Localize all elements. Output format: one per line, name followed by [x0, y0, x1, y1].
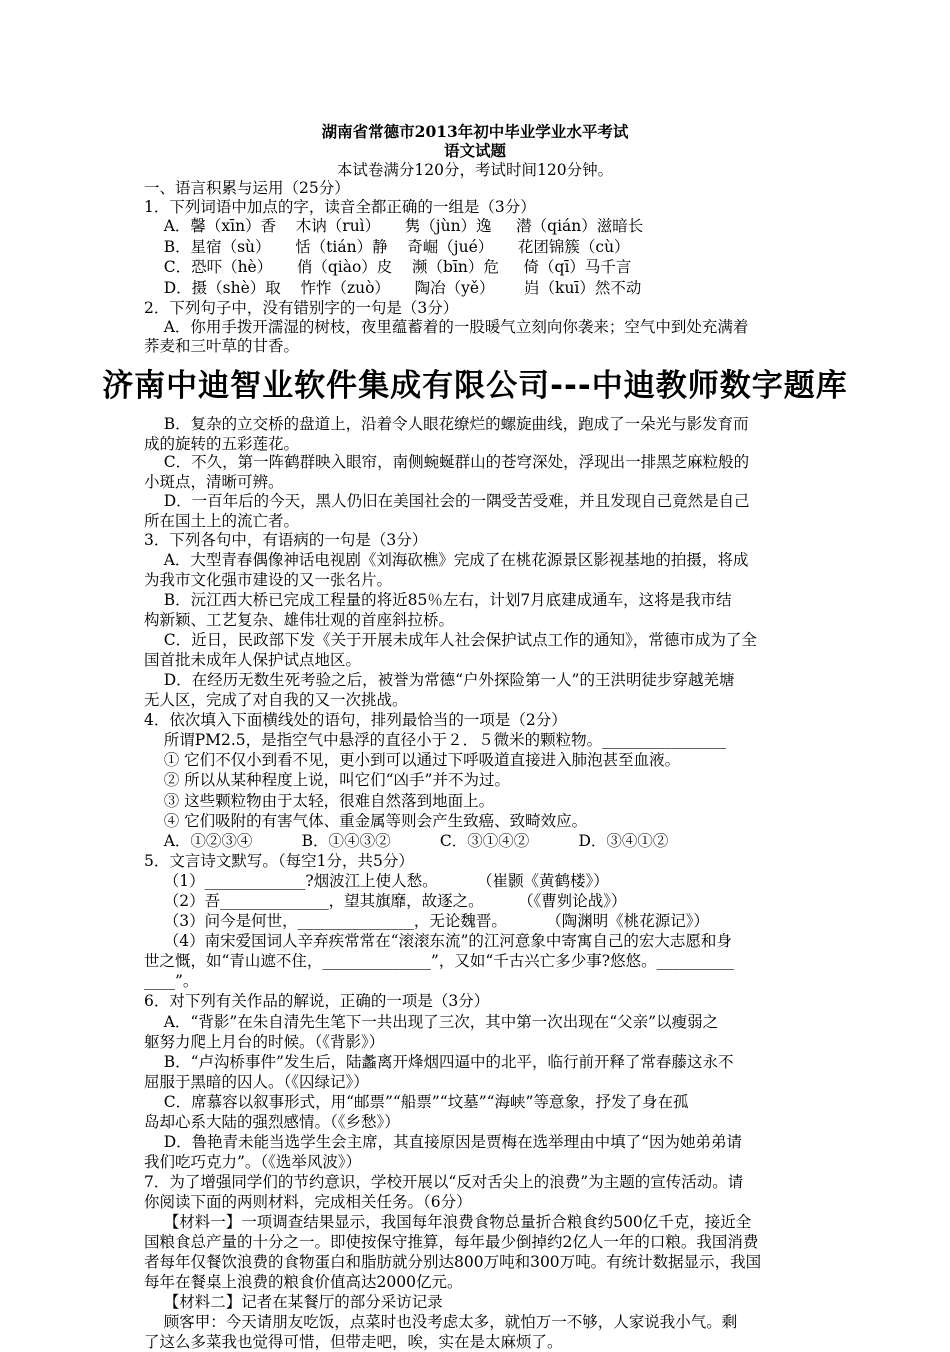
- text-line: 5．文言诗文默写。（每空1分，共5分）: [144, 852, 414, 870]
- text-line: C．不久，第一阵鹤群映入眼帘，南侧蜿蜒群山的苍穹深处，浮现出一排黑芝麻粒般的: [144, 453, 750, 471]
- text-line: 2．下列句子中，没有错别字的一句是（3分）: [144, 299, 459, 317]
- text-line: （1）_____________?烟波江上使人愁。 （崔颢《黄鹤楼》）: [144, 872, 609, 890]
- company-banner: 济南中迪智业软件集成有限公司---中迪教师数字题库: [102, 368, 848, 404]
- text-line: 4．依次填入下面横线处的语句，排列最恰当的一项是（2分）: [144, 711, 567, 729]
- text-line: 构新颖、工艺复杂、雄伟壮观的首座斜拉桥。: [144, 611, 455, 629]
- text-line: ____”。: [144, 972, 199, 990]
- text-line: C．席慕容以叙事形式，用“邮票”“船票”“坟墓”“海峡”等意象，抒发了身在孤: [144, 1093, 689, 1111]
- exam-info: 本试卷满分120分，考试时间120分钟。: [336, 161, 614, 179]
- text-line: C．恐吓（hè） 俏（qiào）皮 濒（bīn）危 倚（qī）马千言: [144, 258, 632, 276]
- text-line: 所谓PM2.5，是指空气中悬浮的直径小于２．５微米的颗粒物。________________: [144, 731, 727, 749]
- exam-subtitle: 语文试题: [443, 141, 506, 160]
- text-line: B．“卢沟桥事件”发生后，陆蠡离开烽烟四逼中的北平，临行前开释了常春藤这永不: [144, 1053, 734, 1071]
- text-line: A．①②③④ B．①④③② C．③①④② D．③④①②: [144, 832, 669, 850]
- text-line: B．复杂的立交桥的盘道上，沿着令人眼花缭烂的螺旋曲线，跑成了一朵光与影发育而: [144, 415, 749, 433]
- text-line: 【材料一】一项调查结果显示，我国每年浪费食物总量折合粮食约500亿千克，接近全: [144, 1213, 752, 1231]
- text-line: 1．下列词语中加点的字，读音全都正确的一组是（3分）: [144, 198, 536, 216]
- text-line: （4）南宋爱国词人辛弃疾常常在“滚滚东流”的江河意象中寄寓自己的宏大志愿和身: [144, 932, 732, 950]
- text-line: C．近日，民政部下发《关于开展未成年人社会保护试点工作的通知》，常德市成为了全: [144, 631, 757, 649]
- text-line: ② 所以从某种程度上说，叫它们“凶手”并不为过。: [144, 771, 510, 789]
- text-line: D．鲁艳青未能当选学生会主席，其直接原因是贾梅在选举理由中填了“因为她弟弟请: [144, 1133, 743, 1151]
- text-line: B．沅江西大桥已完成工程量的将近85％左右，计划7月底建成通车，这将是我市结: [144, 591, 732, 609]
- text-line: B．星宿（sù） 恬（tián）静 奇崛（jué） 花团锦簇（cù）: [144, 238, 630, 256]
- text-line: ③ 这些颗粒物由于太轻，很难自然落到地面上。: [144, 792, 495, 810]
- text-line: 无人区，完成了对自我的又一次挑战。: [144, 691, 408, 709]
- text-line: 岛却心系大陆的强烈感情。（《乡愁》）: [144, 1113, 400, 1131]
- text-line: A．馨（xīn）香 木讷（ruì） 隽（jùn）逸 潜（qián）滋暗长: [144, 217, 644, 235]
- text-line: 所在国土上的流亡者。: [144, 512, 300, 530]
- text-line: 一、语言积累与运用（25分）: [144, 179, 350, 197]
- text-line: 3．下列各句中，有语病的一句是（3分）: [144, 531, 428, 549]
- text-line: 了这么多菜我也觉得可惜，但带走吧，唉，实在是太麻烦了。: [144, 1333, 563, 1351]
- text-line: 小斑点，清晰可辨。: [144, 473, 284, 491]
- exam-title: 湖南省常德市2013年初中毕业学业水平考试: [321, 122, 629, 141]
- text-line: 为我市文化强市建设的又一张名片。: [144, 571, 393, 589]
- text-line: 荞麦和三叶草的甘香。: [144, 337, 300, 355]
- text-line: （3）问今是何世，_______________，无论魏晋。 （陶渊明《桃花源记》）: [144, 912, 709, 930]
- text-line: 6．对下列有关作品的解说，正确的一项是（3分）: [144, 992, 490, 1010]
- text-line: 国首批未成年人保护试点地区。: [144, 651, 362, 669]
- text-line: 我们吃巧克力”。（《选举风波》）: [144, 1153, 362, 1171]
- text-line: A．大型青春偶像神话电视剧《刘海砍樵》完成了在桃花源景区影视基地的拍摄，将成: [144, 551, 749, 569]
- text-line: ① 它们不仅小到看不见，更小到可以通过下呼吸道直接进入肺泡甚至血液。: [144, 751, 681, 769]
- text-line: D．摄（shè）取 怍怍（zuò） 陶冶（yě） 岿（kuī）然不动: [144, 279, 642, 297]
- text-line: 顾客甲：今天请朋友吃饭，点菜时也没考虑太多，就怕万一不够，人家说我小气。剩: [144, 1313, 738, 1331]
- text-line: 【材料二】记者在某餐厅的部分采访记录: [144, 1293, 443, 1311]
- text-line: ④ 它们吸附的有害气体、重金属等则会产生致癌、致畸效应。: [144, 812, 588, 830]
- text-line: 世之慨，如“青山遮不住，______________”，又如“千古兴亡多少事?悠悠。__________: [144, 952, 735, 970]
- text-line: D．在经历无数生死考验之后，被誉为常德“户外探险第一人”的王洪明徒步穿越羌塘: [144, 671, 735, 689]
- text-line: A．“背影”在朱自清先生笔下一共出现了三次，其中第一次出现在“父亲”以瘦弱之: [144, 1013, 719, 1031]
- text-line: 屈服于黑暗的囚人。（《囚绿记》）: [144, 1073, 369, 1091]
- text-line: 成的旋转的五彩莲花。: [144, 435, 300, 453]
- text-line: 7．为了增强同学们的节约意识，学校开展以“反对舌尖上的浪费”为主题的宣传活动。请: [144, 1173, 744, 1191]
- text-line: A．你用手拨开濡湿的树枝，夜里蕴蓄着的一股暖气立刻向你袭来；空气中到处充满着: [144, 318, 749, 336]
- text-line: 者每年仅餐饮浪费的食物蛋白和脂肪就分别达800万吨和300万吨。有统计数据显示，我国: [144, 1253, 762, 1271]
- text-line: 躯努力爬上月台的时候。（《背影》）: [144, 1033, 385, 1051]
- text-line: （2）吾______________，望其旗靡，故逐之。 （《曹刿论战》）: [144, 892, 627, 910]
- text-line: 国粮食总产量的十分之一。即使按保守推算，每年最少倒掉约2亿人一年的口粮。我国消费: [144, 1233, 759, 1251]
- text-line: 每年在餐桌上浪费的粮食价值高达2000亿元。: [144, 1273, 463, 1291]
- text-line: D．一百年后的今天，黑人仍旧在美国社会的一隅受苦受难，并且发现自己竟然是自己: [144, 492, 750, 510]
- text-line: 你阅读下面的两则材料，完成相关任务。（6分）: [144, 1193, 472, 1211]
